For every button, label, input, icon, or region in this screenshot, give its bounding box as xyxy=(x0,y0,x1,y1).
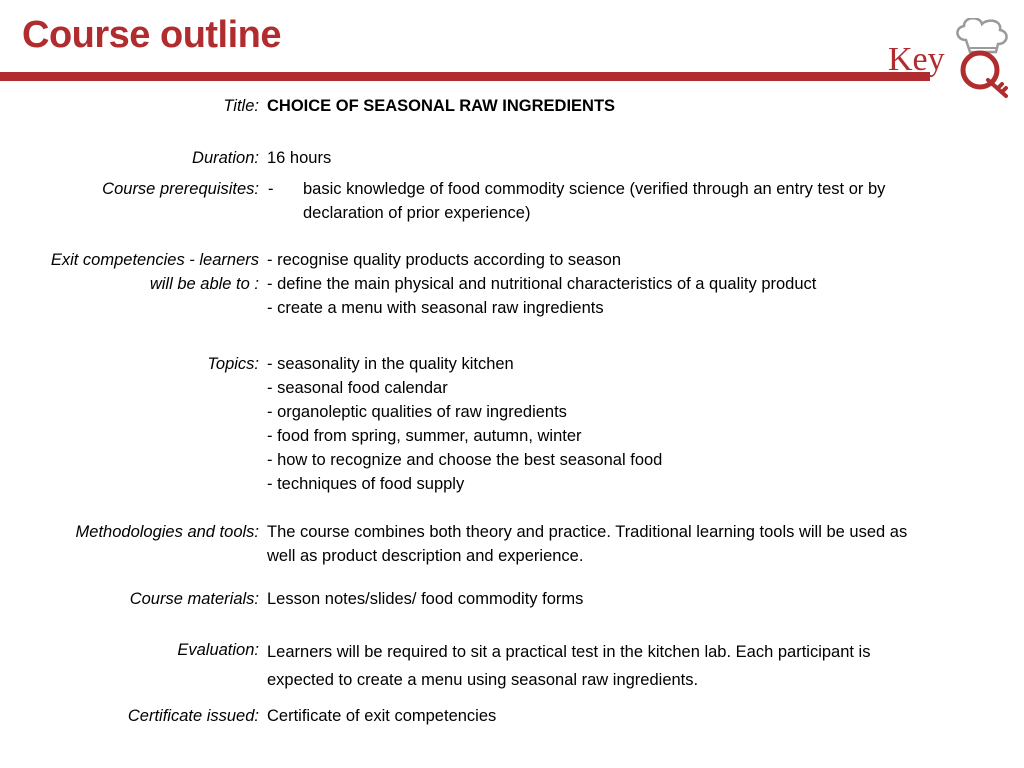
duration-value: 16 hours xyxy=(267,149,332,167)
list-item: - recognise quality products according to season xyxy=(267,251,622,269)
list-item: - how to recognize and choose the best seasonal food xyxy=(267,451,663,469)
logo-text: Key xyxy=(888,41,945,78)
list-item: - techniques of food supply xyxy=(267,475,465,493)
evaluation-label: Evaluation: xyxy=(177,641,259,659)
list-item: - seasonality in the quality kitchen xyxy=(267,355,514,373)
topics-list xyxy=(267,352,947,496)
materials-label: Course materials: xyxy=(129,590,259,608)
prerequisites-label: Course prerequisites: xyxy=(102,180,259,198)
exit-competencies-label-line1: Exit competencies - learners xyxy=(50,251,259,269)
title-value: CHOICE OF SEASONAL RAW INGREDIENTS xyxy=(267,97,616,115)
list-item: - seasonal food calendar xyxy=(267,379,448,397)
exit-competencies-label-line2: will be able to : xyxy=(149,275,259,293)
prerequisites-value: basic knowledge of food commodity science (verified through an entry test or by declaration of prior experience) xyxy=(303,180,886,222)
duration-label: Duration: xyxy=(192,149,259,167)
methodologies-label: Methodologies and tools: xyxy=(75,523,259,541)
prerequisites-bullet: - xyxy=(268,180,274,198)
evaluation-value: Learners will be required to sit a practical test in the kitchen lab. Each participant is expected to create a menu using seasonal raw ingredients. xyxy=(267,643,871,689)
chef-hat-icon xyxy=(957,18,1006,52)
list-item: - define the main physical and nutritional characteristics of a quality product xyxy=(267,275,817,293)
topics-label: Topics: xyxy=(207,355,259,373)
exit-competencies-list xyxy=(267,248,947,320)
certificate-label: Certificate issued: xyxy=(127,707,259,725)
keyq-logo xyxy=(884,18,1016,100)
title-divider xyxy=(0,72,930,81)
list-item: - create a menu with seasonal raw ingredients xyxy=(267,299,604,317)
page-title: Course outline xyxy=(22,14,282,56)
title-label: Title: xyxy=(223,97,259,115)
materials-value: Lesson notes/slides/ food commodity forms xyxy=(267,590,584,608)
certificate-value: Certificate of exit competencies xyxy=(267,707,497,725)
list-item: - organoleptic qualities of raw ingredients xyxy=(267,403,567,421)
list-item: - food from spring, summer, autumn, winter xyxy=(267,427,582,445)
methodologies-value: The course combines both theory and practice. Traditional learning tools will be used as well as product description and experience. xyxy=(267,523,908,565)
exit-competencies-label xyxy=(9,248,259,296)
